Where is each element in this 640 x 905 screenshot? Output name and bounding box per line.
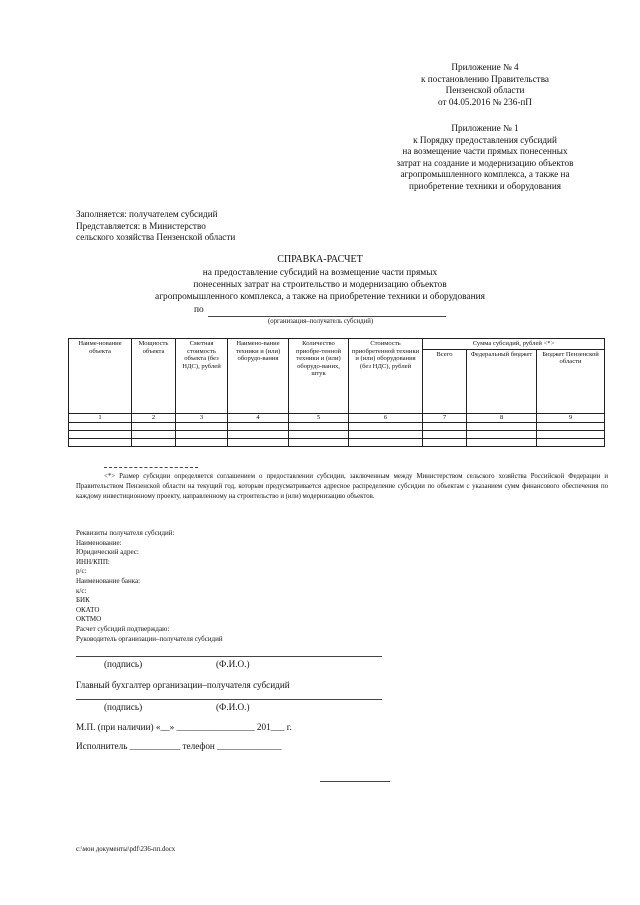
col-number: 4 bbox=[228, 413, 289, 422]
filled-by-block bbox=[76, 209, 235, 244]
col-number: 3 bbox=[176, 413, 228, 422]
executor-line[interactable]: Исполнитель ___________ телефон ______________ bbox=[76, 741, 282, 751]
header-regional: Бюджет Пензенской области bbox=[537, 349, 605, 413]
header-capacity: Мощность объекта bbox=[132, 339, 176, 414]
head-signature-caption: (подпись) bbox=[104, 659, 143, 669]
req-line: к/с: bbox=[76, 586, 87, 595]
appendix-1-line5: агропромышленного комплекса, а также на bbox=[400, 169, 570, 180]
head-fio-caption: (Ф.И.О.) bbox=[216, 659, 250, 669]
req-line: ОКАТО bbox=[76, 605, 100, 614]
subsidy-table bbox=[68, 338, 605, 447]
short-line bbox=[320, 781, 390, 782]
table-row[interactable] bbox=[69, 430, 605, 438]
col-number: 9 bbox=[537, 413, 605, 422]
accountant-signature-line[interactable] bbox=[76, 699, 382, 700]
appendix-1-line1: Приложение № 1 bbox=[451, 123, 519, 133]
chief-accountant-label: Главный бухгалтер организации–получателя субсидий bbox=[76, 680, 290, 690]
req-line: р/с: bbox=[76, 567, 87, 576]
header-total: Всего bbox=[423, 349, 467, 413]
req-line: Наименование: bbox=[76, 538, 122, 547]
file-path: c:\мои документы\pdf\236-пп.docx bbox=[76, 846, 176, 853]
appendix-1-line2: к Порядку предоставления субсидий bbox=[413, 134, 557, 145]
req-line: Руководитель организации–получателя субсидий bbox=[76, 634, 223, 643]
req-line: БИК bbox=[76, 596, 90, 605]
appendix-4-header bbox=[380, 62, 590, 108]
col-number: 8 bbox=[467, 413, 537, 422]
col-number: 2 bbox=[132, 413, 176, 422]
filled-by-line2: Представляется: в Министерство bbox=[76, 220, 206, 231]
req-line: Юридический адрес: bbox=[76, 548, 139, 557]
req-line: ИНН/КПП: bbox=[76, 557, 110, 566]
appendix-4-line3: Пензенской области bbox=[445, 85, 525, 96]
filled-by-line3: сельского хозяйства Пензенской области bbox=[76, 232, 236, 243]
title-line2: понесенных затрат на строительство и модернизацию объектов bbox=[193, 280, 447, 290]
header-subsidy-sum: Сумма субсидий, рублей <*> bbox=[423, 339, 605, 350]
accountant-fio-caption: (Ф.И.О.) bbox=[216, 702, 250, 712]
accountant-signature-caption: (подпись) bbox=[104, 702, 143, 712]
req-line: Наименование банка: bbox=[76, 576, 141, 585]
filled-by-line1: Заполняется: получателем субсидий bbox=[76, 209, 218, 219]
col-number: 1 bbox=[69, 413, 132, 422]
head-signature-line[interactable] bbox=[76, 656, 382, 657]
header-object-name: Наиме-нование объекта bbox=[69, 339, 132, 414]
footnote-separator bbox=[104, 467, 198, 468]
header-quantity: Количество приобре-тенной техники и (или) оборудо-ваних, штук bbox=[289, 339, 349, 414]
appendix-1-line3: на возмещение части прямых понесенных bbox=[402, 146, 568, 157]
stamp-date-line[interactable]: М.П. (при наличии) «__» _________________ 201___ г. bbox=[76, 722, 292, 732]
table-row-numbers bbox=[69, 413, 605, 422]
footnote-text bbox=[76, 472, 608, 501]
req-line: Реквизиты получателя субсидий: bbox=[76, 529, 175, 537]
organization-caption: (организация–получатель субсидий) bbox=[268, 318, 374, 325]
header-federal: Федеральный бюджет bbox=[467, 349, 537, 413]
document-title: СПРАВКА-РАСЧЕТ bbox=[277, 254, 363, 265]
po-label: по bbox=[194, 305, 204, 315]
appendix-1-line4: затрат на создание и модернизацию объектов bbox=[396, 157, 574, 168]
header-equipment-cost: Стоимость приобретенной техники и (или) оборудования (без НДС), рублей bbox=[349, 339, 423, 414]
col-number: 7 bbox=[423, 413, 467, 422]
col-number: 6 bbox=[349, 413, 423, 422]
footnote-content: <*> Размер субсидии определяется соглашением о предоставлении субсидии, заключенным между Министерством сельского хозяйства Российской Федерации и Правительством Пензенской области на текущий год, которым предусматривается адресное распределение субсидии по объектам с указанием сумм финансового обеспечения по каждому инвестиционному проекту, направленному на строительство и (или) модернизацию объектов. bbox=[76, 473, 608, 500]
req-line: ОКТМО bbox=[76, 615, 102, 624]
table-row[interactable] bbox=[69, 422, 605, 430]
appendix-4-line4: от 04.05.2016 № 236-пП bbox=[438, 96, 532, 107]
organization-line[interactable] bbox=[208, 316, 446, 317]
col-number: 5 bbox=[289, 413, 349, 422]
appendix-1-header bbox=[375, 123, 595, 193]
title-line3: агропромышленного комплекса, а также на приобретение техники и оборудования bbox=[155, 292, 485, 302]
title-line1: на предоставление субсидий на возмещение части прямых bbox=[202, 268, 438, 278]
table-row[interactable] bbox=[69, 438, 605, 446]
header-estimate: Сметная стоимость объекта (без НДС), рублей bbox=[176, 339, 228, 414]
appendix-1-line6: приобретение техники и оборудования bbox=[409, 180, 561, 191]
appendix-4-line2: к постановлению Правительства bbox=[421, 73, 549, 84]
req-line: Расчет субсидий подтверждаю: bbox=[76, 624, 170, 633]
appendix-4-line1: Приложение № 4 bbox=[451, 62, 519, 72]
header-equipment-name: Наимено-вание техники и (или) оборудо-вания bbox=[228, 339, 289, 414]
requisites-block bbox=[76, 529, 223, 644]
